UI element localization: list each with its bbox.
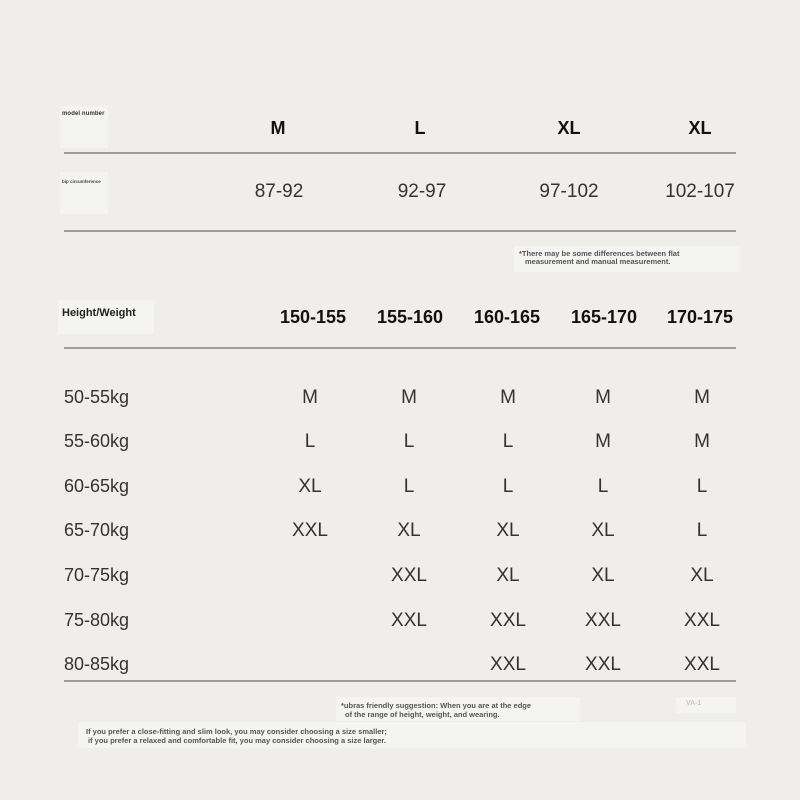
size-cell: XL bbox=[496, 565, 520, 586]
size-cell: M bbox=[500, 387, 516, 408]
suggestion-line1: *ubras friendly suggestion: When you are at the edge bbox=[341, 701, 532, 710]
divider-4 bbox=[64, 680, 736, 682]
size-cell: XXL bbox=[684, 654, 720, 675]
suggestion-line4: if you prefer a relaxed and comfortable fit, you may consider choosing a size larger. bbox=[88, 736, 387, 745]
size-cell: XL bbox=[591, 520, 615, 541]
bust-value-2: 92-97 bbox=[397, 181, 447, 202]
suggestion-line3: If you prefer a close-fitting and slim look, you may consider choosing a size smaller; bbox=[86, 727, 387, 736]
size-cell: L bbox=[502, 431, 514, 452]
weight-label-1: 50-55kg bbox=[64, 387, 130, 407]
height-head-5: 170-175 bbox=[666, 307, 734, 327]
measurement-note-line1: *There may be some differences between flat bbox=[519, 249, 680, 258]
bust-value-4: 102-107 bbox=[665, 181, 735, 202]
faint-mark: VA-1 bbox=[686, 700, 702, 707]
size-cell: XXL bbox=[490, 610, 526, 631]
model-size-xl-2: XL bbox=[688, 118, 712, 138]
size-cell: XXL bbox=[684, 610, 720, 631]
weight-label-2: 55-60kg bbox=[64, 431, 130, 451]
size-cell: M bbox=[694, 387, 710, 408]
model-size-m: M bbox=[270, 118, 286, 138]
size-cell: XL bbox=[690, 565, 714, 586]
size-cell: M bbox=[401, 387, 417, 408]
size-cell: M bbox=[595, 387, 611, 408]
divider-2 bbox=[64, 230, 736, 232]
bust-value-1: 87-92 bbox=[254, 181, 304, 202]
size-cell: XL bbox=[591, 565, 615, 586]
size-cell: L bbox=[403, 431, 415, 452]
size-cell: XXL bbox=[490, 654, 526, 675]
size-cell: M bbox=[694, 431, 710, 452]
measurement-note-line2: measurement and manual measurement. bbox=[525, 257, 671, 266]
height-head-4: 165-170 bbox=[570, 307, 638, 327]
weight-label-5: 70-75kg bbox=[64, 565, 130, 585]
size-cell: L bbox=[696, 520, 708, 541]
divider-1 bbox=[64, 152, 736, 154]
size-cell: L bbox=[304, 431, 316, 452]
weight-label-4: 65-70kg bbox=[64, 520, 130, 540]
model-number-label: model number bbox=[62, 111, 105, 117]
weight-label-3: 60-65kg bbox=[64, 476, 130, 496]
size-cell: XXL bbox=[585, 610, 621, 631]
weight-label-7: 80-85kg bbox=[64, 654, 130, 674]
height-head-3: 160-165 bbox=[473, 307, 541, 327]
height-weight-title: Height/Weight bbox=[62, 307, 136, 319]
height-head-2: 155-160 bbox=[376, 307, 444, 327]
size-cell: XL bbox=[298, 476, 322, 497]
size-cell: M bbox=[302, 387, 318, 408]
size-cell: XXL bbox=[585, 654, 621, 675]
suggestion-line2: of the range of height, weight, and wearing. bbox=[345, 710, 500, 719]
bip-circumference-label: bip circumference bbox=[62, 179, 101, 184]
size-cell: XXL bbox=[391, 610, 427, 631]
size-cell: L bbox=[696, 476, 708, 497]
divider-3 bbox=[64, 347, 736, 349]
size-cell: XXL bbox=[292, 520, 328, 541]
model-size-xl: XL bbox=[557, 118, 581, 138]
size-cell: XL bbox=[397, 520, 421, 541]
size-cell: XL bbox=[496, 520, 520, 541]
size-cell: L bbox=[403, 476, 415, 497]
height-head-1: 150-155 bbox=[279, 307, 347, 327]
weight-label-6: 75-80kg bbox=[64, 610, 130, 630]
size-cell: L bbox=[597, 476, 609, 497]
size-cell: L bbox=[502, 476, 514, 497]
size-cell: M bbox=[595, 431, 611, 452]
bust-value-3: 97-102 bbox=[539, 181, 599, 202]
size-cell: XXL bbox=[391, 565, 427, 586]
mark-patch bbox=[676, 697, 736, 713]
model-size-l: L bbox=[414, 118, 426, 138]
